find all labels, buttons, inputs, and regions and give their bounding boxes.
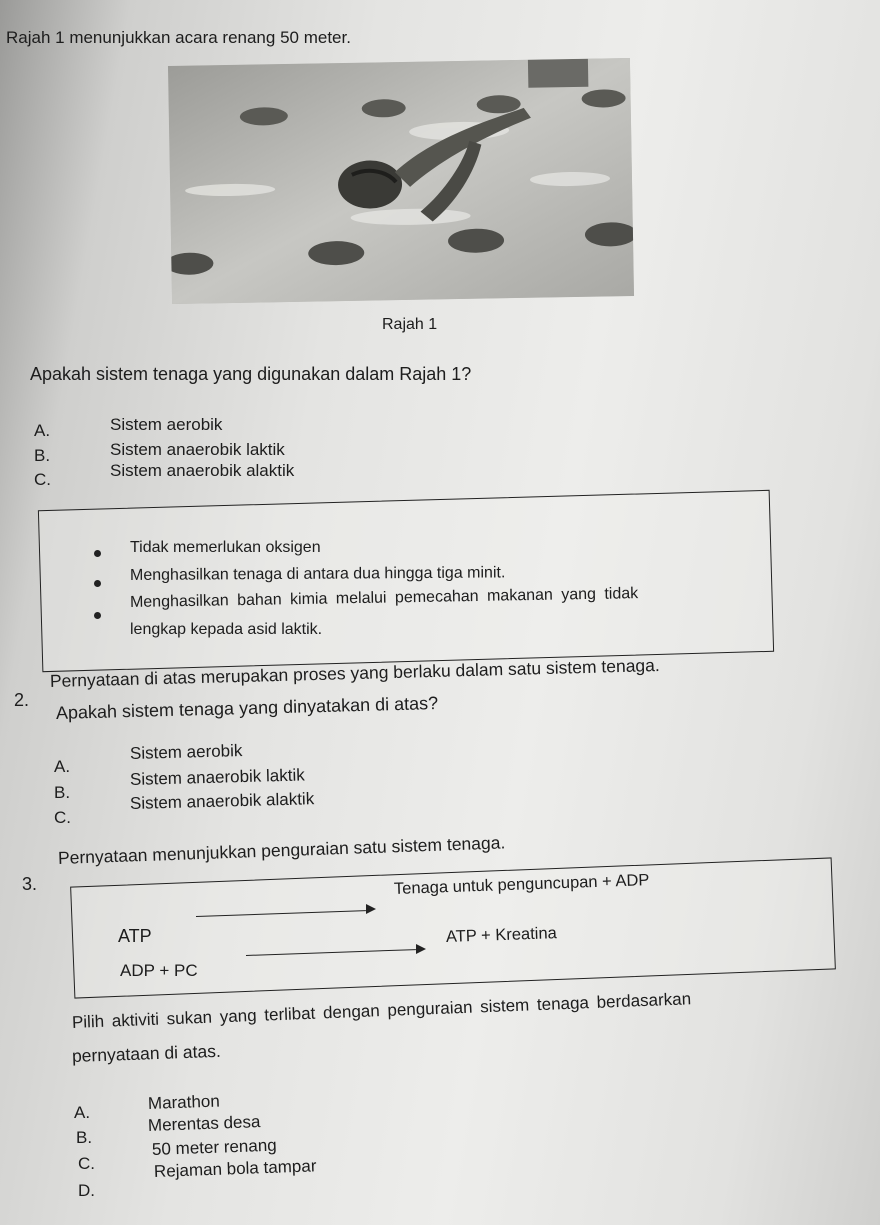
q2-option-b-letter: B. <box>54 783 71 802</box>
q3-option-d-letter: D. <box>78 1181 95 1200</box>
q1-option-b-letter: B. <box>34 446 51 465</box>
q1-option-a-text[interactable]: Sistem aerobik <box>110 415 223 434</box>
q3-row2-left: ADP + PC <box>120 961 198 980</box>
q2-question-line-2: Apakah sistem tenaga yang dinyatakan di atas? <box>55 692 439 723</box>
swimming-photo <box>168 58 634 304</box>
q2-option-a-letter: A. <box>54 757 71 776</box>
q3-row1-left: ATP <box>118 926 152 946</box>
figure-label: Rajah 1 <box>382 316 438 333</box>
q2-option-a-text[interactable]: Sistem aerobik <box>129 741 243 763</box>
q1-option-b-text[interactable]: Sistem anaerobik laktik <box>110 440 285 459</box>
q1-option-a-letter: A. <box>34 421 51 440</box>
swimmer-image <box>168 58 634 304</box>
q3-option-a-text[interactable]: Marathon <box>147 1091 221 1113</box>
q3-option-c-letter: C. <box>78 1154 95 1173</box>
q3-number: 3. <box>22 874 38 894</box>
q3-option-a-letter: A. <box>74 1103 91 1122</box>
q3-option-b-letter: B. <box>76 1128 93 1147</box>
q3-row1-right: Tenaga untuk penguncupan + ADP <box>393 871 650 898</box>
q2-option-c-text[interactable]: Sistem anaerobik alaktik <box>129 789 315 813</box>
bullet-icon <box>94 580 101 587</box>
q2-statement-4: lengkap kepada asid laktik. <box>130 621 323 638</box>
q2-statement-3: Menghasilkan bahan kimia melalui pemecahan makanan yang tidak <box>129 585 639 611</box>
q2-option-b-text[interactable]: Sistem anaerobik laktik <box>129 765 305 789</box>
q3-option-b-text[interactable]: Merentas desa <box>147 1112 261 1135</box>
q1-question: Apakah sistem tenaga yang digunakan dalam Rajah 1? <box>30 364 472 384</box>
q2-statement-2: Menghasilkan tenaga di antara dua hingga tiga minit. <box>129 564 506 584</box>
bullet-icon <box>94 550 101 557</box>
q2-statement-1: Tidak memerlukan oksigen <box>130 539 321 556</box>
q2-question-line-1: Pernyataan di atas merupakan proses yang berlaku dalam satu sistem tenaga. <box>49 655 660 691</box>
bullet-icon <box>94 612 101 619</box>
q3-option-d-text[interactable]: Rejaman bola tampar <box>153 1156 317 1181</box>
q2-number: 2. <box>14 690 30 710</box>
q2-option-c-letter: C. <box>54 808 71 827</box>
q3-question-line-1: Pilih aktiviti sukan yang terlibat dengan penguraian sistem tenaga berdasarkan <box>71 989 692 1032</box>
q3-option-c-text[interactable]: 50 meter renang <box>151 1135 277 1159</box>
q1-option-c-text[interactable]: Sistem anaerobik alaktik <box>110 461 295 480</box>
figure-intro-text: Rajah 1 menunjukkan acara renang 50 meter. <box>6 28 351 47</box>
q3-question-line-2: pernyataan di atas. <box>71 1040 222 1066</box>
q3-row2-right: ATP + Kreatina <box>445 924 558 946</box>
arrow-right-icon <box>416 944 426 954</box>
arrow-right-icon <box>366 904 376 914</box>
q1-option-c-letter: C. <box>34 470 51 489</box>
q3-stem: Pernyataan menunjukkan penguraian satu sistem tenaga. <box>57 832 506 868</box>
pool-edge <box>528 59 588 88</box>
